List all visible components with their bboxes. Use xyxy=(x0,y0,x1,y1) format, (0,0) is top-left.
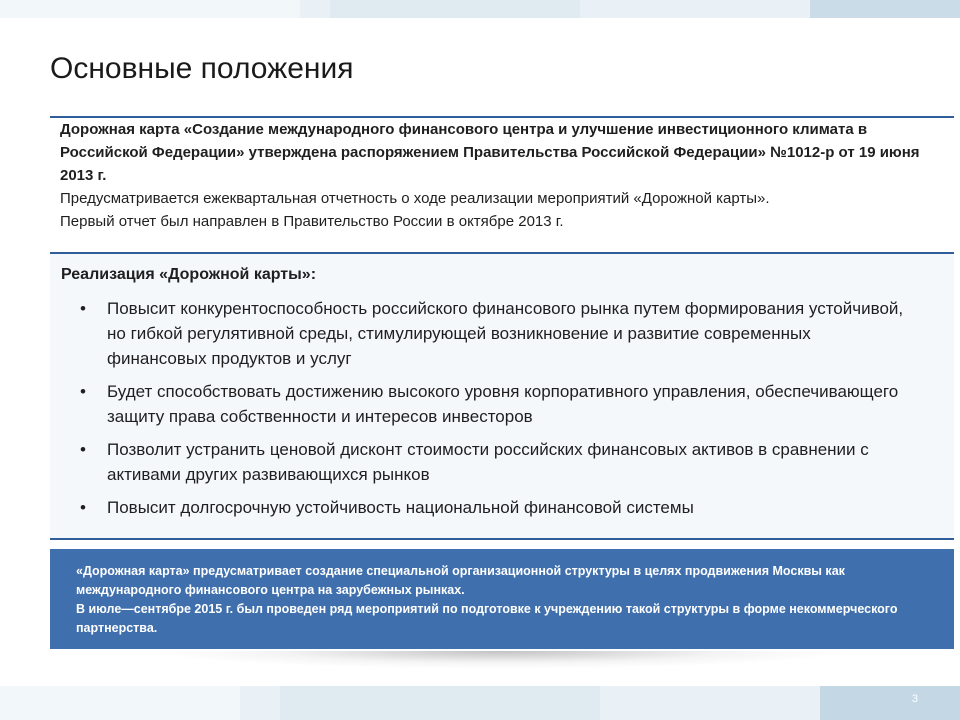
implementation-list xyxy=(80,296,906,528)
note-line-events: В июле—сентябре 2015 г. был проведен ряд мероприятий по подготовке к учреждению такой структуры в форме некоммерческого партнерства. xyxy=(76,602,898,635)
bullet-icon: • xyxy=(80,382,86,401)
list-item-text: Повысит конкурентоспособность российского финансового рынка путем формирования устойчивой, но гибкой регулятивной среды, стимулирующей возникновение и развитие современных финансовых продуктов и услуг xyxy=(107,299,904,368)
note-shadow xyxy=(150,651,850,669)
bottom-decorative-band xyxy=(0,686,960,720)
band-segment xyxy=(0,0,300,18)
intro-first-report-line: Первый отчет был направлен в Правительство России в октябре 2013 г. xyxy=(60,213,564,230)
implementation-panel xyxy=(50,254,954,538)
list-item xyxy=(80,379,906,429)
list-item xyxy=(80,437,906,487)
note-line-structure: «Дорожная карта» предусматривает создание специальной организационной структуры в целях продвижения Москвы как международного финансового центра на зарубежных рынках. xyxy=(76,564,845,597)
intro-roadmap-statement: Дорожная карта «Создание международного финансового центра и улучшение инвестиционного климата в Российской Федерации» утверждена распоряжением Правительства Российской Федерации» №1012-р от 19 июня 2013 г. xyxy=(60,121,920,184)
list-item xyxy=(80,495,906,520)
list-item-text: Будет способствовать достижению высокого уровня корпоративного управления, обеспечивающего защиту права собственности и интересов инвесторов xyxy=(107,382,899,426)
band-segment xyxy=(810,0,960,18)
list-item-text: Повысит долгосрочную устойчивость национальной финансовой системы xyxy=(107,498,694,517)
band-segment xyxy=(330,0,580,18)
page-number: 3 xyxy=(911,693,918,705)
bullet-icon: • xyxy=(80,299,86,318)
implementation-heading: Реализация «Дорожной карты»: xyxy=(61,266,317,283)
bullet-icon: • xyxy=(80,440,86,459)
top-decorative-band xyxy=(0,0,960,18)
note-text xyxy=(76,562,926,638)
band-segment xyxy=(0,686,240,720)
divider-bottom xyxy=(50,538,954,540)
intro-text-block xyxy=(50,118,950,233)
band-segment xyxy=(280,686,600,720)
list-item-text: Позволит устранить ценовой дисконт стоимости российских финансовых активов в сравнении с активами других развивающихся рынков xyxy=(107,440,869,484)
note-box xyxy=(50,549,954,649)
list-item xyxy=(80,296,906,371)
bullet-icon: • xyxy=(80,498,86,517)
page-title: Основные положения xyxy=(50,52,354,85)
intro-reporting-line: Предусматривается ежеквартальная отчетность о ходе реализации мероприятий «Дорожной карты». xyxy=(60,190,770,207)
band-segment xyxy=(820,686,960,720)
